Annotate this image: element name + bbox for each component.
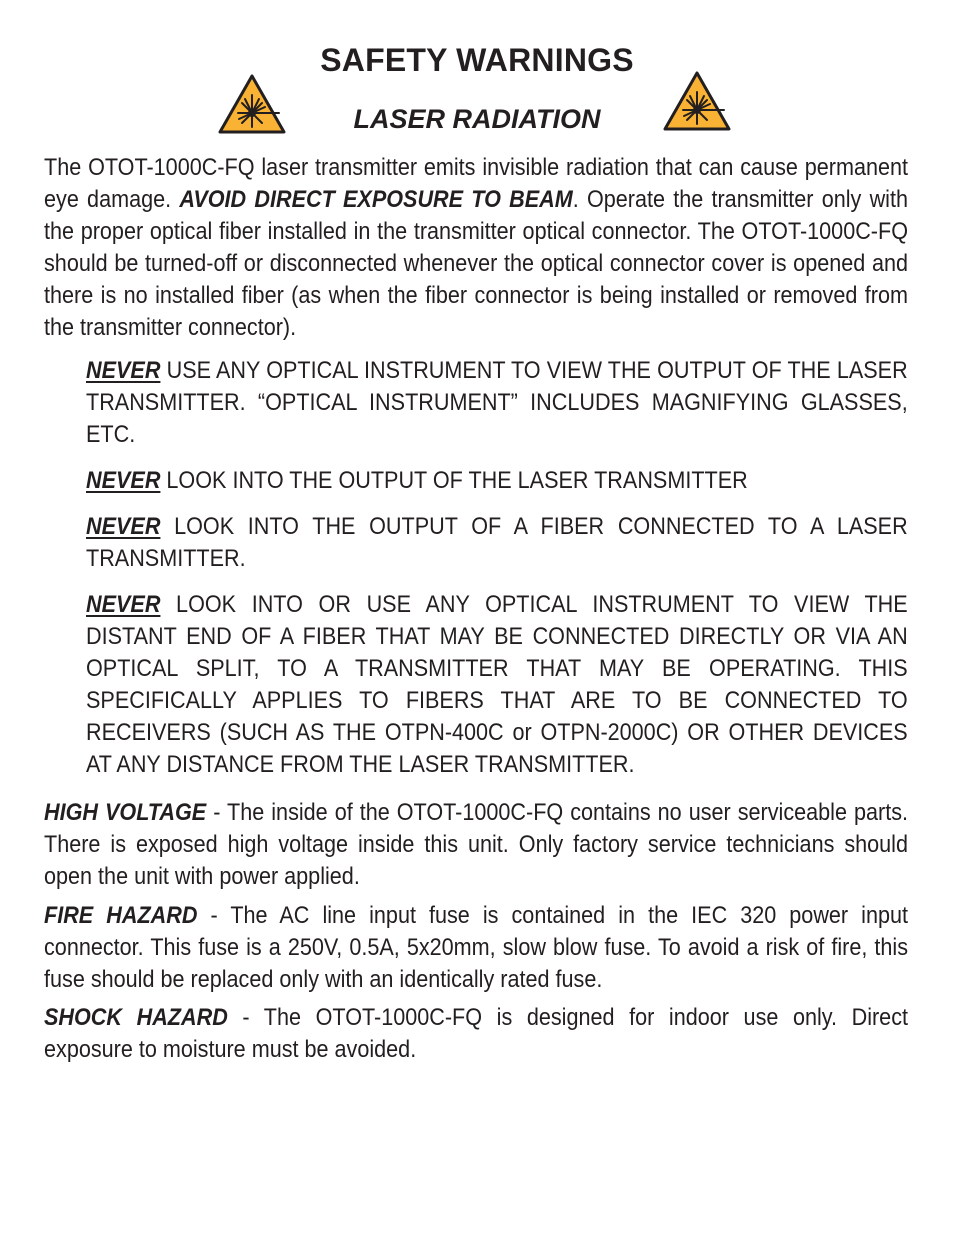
never-label: NEVER xyxy=(86,513,161,540)
never-label: NEVER xyxy=(86,591,161,618)
intro-text-start: The OTOT-1000C-FQ laser transmitter emits invisible radiation that can cause permanent eye damage. xyxy=(44,154,908,213)
never-text: USE ANY OPTICAL INSTRUMENT TO VIEW THE OUTPUT OF THE LASER TRANSMITTER. “OPTICAL INSTRUMENT” INCLUDES MAGNIFYING GLASSES, ETC. xyxy=(86,357,908,448)
high-voltage-paragraph xyxy=(44,797,908,893)
fire-hazard-text: - The AC line input fuse is contained in the IEC 320 power input connector. This fuse is a 250V, 0.5A, 5x20mm, slow blow fuse. To avoid a risk of fire, this fuse should be replaced only with an identically rated fuse. xyxy=(44,902,909,993)
never-warning-1 xyxy=(86,355,908,451)
never-text: LOOK INTO THE OUTPUT OF THE LASER TRANSMITTER xyxy=(160,467,748,494)
laser-warning-icon xyxy=(662,70,732,132)
page-title: SAFETY WARNINGS xyxy=(320,42,634,78)
never-label: NEVER xyxy=(86,467,161,494)
intro-text-end: . Operate the transmitter only with the proper optical fiber installed in the transmitter optical connector. The OTOT-1000C-FQ should be turned-off or disconnected whenever the optical connector cover is opened and there is no installed fiber (as when the fiber connector is being installed or removed from the transmitter connector). xyxy=(44,186,909,341)
never-text: LOOK INTO THE OUTPUT OF A FIBER CONNECTED TO A LASER TRANSMITTER. xyxy=(86,513,908,572)
never-warning-3 xyxy=(86,511,908,575)
never-text: LOOK INTO OR USE ANY OPTICAL INSTRUMENT TO VIEW THE DISTANT END OF A FIBER THAT MAY BE CONNECTED DIRECTLY OR VIA AN OPTICAL SPLIT, TO A TRANSMITTER THAT MAY BE OPERATING. THIS SPECIFICALLY APPLIES TO FIBERS THAT ARE TO BE CONNECTED TO RECEIVERS (SUCH AS THE OTPN-400C or OTPN-2000C) OR OTHER DEVICES AT ANY DISTANCE FROM THE LASER TRANSMITTER. xyxy=(86,591,908,778)
shock-hazard-label: SHOCK HAZARD xyxy=(44,1004,228,1031)
fire-hazard-label: FIRE HAZARD xyxy=(44,902,198,929)
intro-paragraph xyxy=(44,152,908,344)
never-warning-2 xyxy=(86,465,908,497)
high-voltage-label: HIGH VOLTAGE xyxy=(44,799,207,826)
fire-hazard-paragraph xyxy=(44,900,908,996)
high-voltage-text: - The inside of the OTOT-1000C-FQ contains no user serviceable parts. There is exposed high voltage inside this unit. Only factory service technicians should open the unit with power applied. xyxy=(44,799,908,890)
shock-hazard-text: - The OTOT-1000C-FQ is designed for indoor use only. Direct exposure to moisture must be avoided. xyxy=(44,1004,908,1063)
shock-hazard-paragraph xyxy=(44,1002,908,1066)
never-label: NEVER xyxy=(86,357,161,384)
section-subtitle: LASER RADIATION xyxy=(353,104,601,134)
never-warning-4 xyxy=(86,589,908,781)
avoid-exposure-emphasis: AVOID DIRECT EXPOSURE TO BEAM xyxy=(179,186,573,213)
